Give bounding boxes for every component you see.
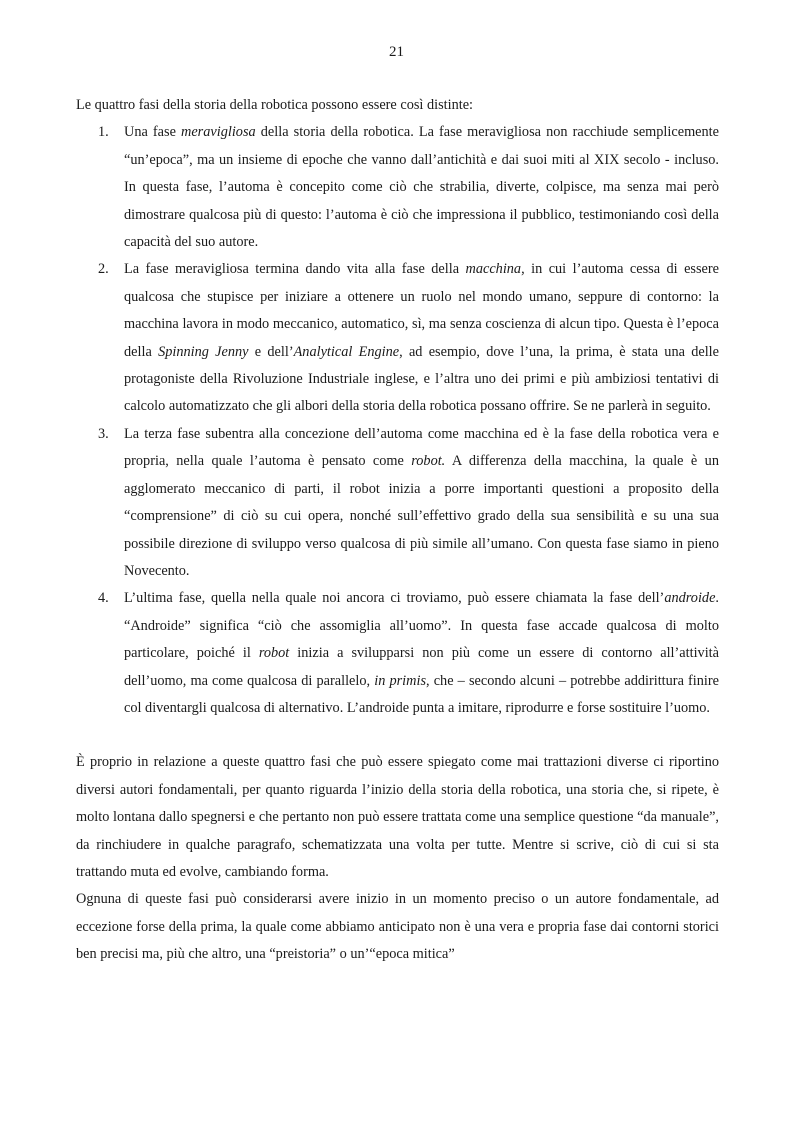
phase-item-3 (76, 421, 719, 585)
page-body (76, 92, 719, 969)
phases-list (76, 119, 719, 722)
phase-text: , in cui l’automa cessa di essere qualcosa che stupisce per iniziare a ottenere un ruolo nel mondo umano, seppure di contorno: la macchina lavora in modo meccanico, automatico, sì, ma senza coscienza di alcun tipo. Questa è l’epoca della (124, 261, 719, 360)
phase-text-italic: Analytical Engine (293, 343, 400, 360)
phase-number: 2. (98, 261, 109, 278)
phase-text: La fase meravigliosa termina dando vita alla fase della (124, 261, 466, 278)
phase-text: della storia della robotica. La fase meravigliosa non racchiude semplicemente “un’epoca”, ma un insieme di epoche che vanno dall’antichità e dai suoi miti al XIX secolo - incluso. In questa fase, l’automa è concepito come ciò che strabilia, diverte, colpisce, ma senza mai però dimostrare qualcosa più di questo: l’automa è ciò che impressiona il pubblico, testimoniando così della capacità del suo autore. (124, 124, 719, 251)
phase-text-italic: robot (258, 645, 290, 662)
phase-text: e dell’ (248, 343, 294, 360)
phase-text: inizia a svilupparsi non più come un essere di contorno all’attività dell’uomo, ma come qualcosa di parallelo, (124, 645, 719, 689)
phase-text-italic: meravigliosa (181, 124, 256, 141)
phase-text-italic: androide (664, 590, 716, 607)
phase-text: L’ultima fase, quella nella quale noi ancora ci troviamo, può essere chiamata la fase dell’ (124, 590, 665, 607)
phase-number: 1. (98, 124, 109, 141)
list-intro: Le quattro fasi della storia della robotica possono essere così distinte: (76, 97, 474, 113)
phase-text-italic: Spinning Jenny (158, 343, 249, 360)
phase-text: , ad esempio, dove l’una, la prima, è stata una delle protagoniste della Rivoluzione Industriale inglese, e l’altra uno dei primi e più ambiziosi tentativi di calcolo automatizzato che gli albori della storia della robotica possano offrire. Se ne parlerà in seguito. (124, 343, 719, 415)
phase-text: La terza fase subentra alla concezione dell’automa come macchina ed è la fase della robotica vera e propria, nella quale l’automa è pensato come (124, 425, 719, 470)
phase-text: Una fase (124, 124, 182, 141)
phase-number: 3. (98, 425, 109, 442)
phase-item-2 (76, 256, 719, 420)
page-number: 21 (389, 44, 404, 60)
phase-item-1 (76, 119, 719, 256)
phase-text: A differenza della macchina, la quale è un agglomerato meccanico di parti, il robot inizia a porre importanti questioni a proposito della “comprensione” di ciò su cui opera, nonché sull’effettivo grado della sua sensibilità e su una sua possibile direzione di sviluppo verso qualcosa di più simile all’umano. Con questa fase siamo in pieno Novecento. (124, 453, 719, 579)
body-paragraph-1: È proprio in relazione a queste quattro fasi che può essere spiegato come mai trattazioni diverse ci riportino diversi autori fondamentali, per quanto riguarda l’inizio della storia della robotica, una storia che, si ripete, è molto lontana dallo spegnersi e che pertanto non può essere trattata come una semplice questione “da manuale”, da rinchiudere in qualche paragrafo, schematizzata una volta per tutte. Mentre si scrive, ciò di cui si sta trattando muta ed evolve, cambiando forma. (76, 754, 719, 880)
phase-text: , che – secondo alcuni – potrebbe addirittura finire col diventargli qualcosa di alternativo. L’androide punta a imitare, riprodurre e forse sostituire l’uomo. (124, 672, 719, 716)
body-paragraph-2: Ognuna di queste fasi può considerarsi avere inizio in un momento preciso o un autore fondamentale, ad eccezione forse della prima, la quale come abbiamo anticipato non è una vera e propria fase dai contorni storici ben precisi ma, più che altro, una “preistoria” o un’“epoca mitica” (76, 891, 719, 963)
phase-text-italic: in primis (374, 672, 427, 689)
phase-text: . “Androide” significa “ciò che assomiglia all’uomo”. In questa fase accade qualcosa di molto particolare, poiché il (124, 590, 719, 662)
phase-text-italic: macchina (465, 261, 522, 278)
phase-item-4 (76, 585, 719, 722)
phase-number: 4. (98, 590, 109, 607)
phase-text-italic: robot. (411, 453, 446, 470)
